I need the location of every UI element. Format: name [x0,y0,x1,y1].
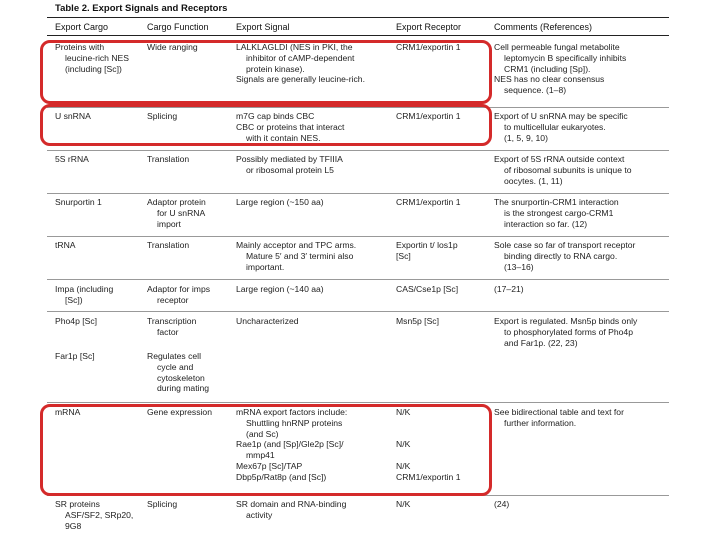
row-divider [47,311,669,312]
cell-line: leucine-rich NES [65,52,129,63]
cell-line: interaction so far. (12) [504,218,588,229]
header-cargo-function: Cargo Function [147,22,209,32]
signal-cell [236,111,344,143]
table-title: Table 2. Export Signals and Receptors [55,3,228,14]
cell-line: Far1p [Sc] [55,351,95,361]
cell-line: binding directly to RNA cargo. [504,250,618,261]
cell-line: Msn5p [Sc] [396,316,439,326]
cell-line: (24) [494,499,510,509]
cell-line: Shuttling hnRNP proteins [246,417,343,428]
cell-line: further information. [504,417,577,428]
cell-line: 5S rRNA [55,154,89,164]
cell-line: N/K [396,499,411,509]
cell-line: leptomycin B specifically inhibits [504,52,627,63]
row-divider [47,279,669,280]
comments-cell [494,240,635,272]
cell-line: (17–21) [494,284,524,294]
cell-line: Adaptor protein [147,197,206,207]
cell-line: CRM1/exportin 1 [396,42,461,52]
cell-line: (and Sc) [246,428,279,439]
signal-cell [236,197,324,208]
function-cell [147,407,212,418]
cell-line: Cell permeable fungal metabolite [494,42,620,52]
comments-cell [494,154,632,186]
cell-line: Exportin t/ los1p [396,240,458,250]
signal-cell [236,499,346,521]
cell-line: Translation [147,240,190,250]
cell-line [396,450,460,461]
cell-line: CRM1/exportin 1 [396,471,461,482]
cell-line: Export is regulated. Msn5p binds only [494,316,638,326]
row-divider [47,107,669,108]
cell-line: CAS/Cse1p [Sc] [396,284,459,294]
cell-line: Regulates cell [147,351,201,361]
receptor-cell [396,197,460,208]
cell-line: Snurportin 1 [55,197,102,207]
comments-cell [494,284,524,295]
header-comments: Comments (References) [494,22,593,32]
cell-line: SR proteins [55,499,100,509]
cell-line: cycle and [157,361,194,372]
cell-line: is the strongest cargo-CRM1 [504,207,614,218]
cell-line: sequence. (1–8) [504,85,567,96]
cell-line: U snRNA [55,111,91,121]
cell-line: during mating [157,383,210,394]
receptor-cell [396,111,460,122]
cell-line: mRNA export factors include: [236,407,348,417]
cell-line: important. [246,261,285,272]
cell-line: (1, 5, 9, 10) [504,132,548,143]
comments-cell [494,111,628,143]
cell-line: Dbp5p/Rat8p (and [Sc]) [236,471,327,482]
cell-line: Large region (~150 aa) [236,197,324,207]
cargo-cell [55,407,80,418]
receptor-cell [396,240,458,262]
cell-line: Export of 5S rRNA outside context [494,154,625,164]
cell-line: receptor [157,294,189,305]
cargo-cell [55,42,129,74]
function-cell [147,240,189,251]
cell-line: to phosphorylated forms of Pho4p [504,326,633,337]
cell-line: Uncharacterized [236,316,299,326]
comments-cell [494,407,624,429]
cell-line: NES has no clear consensus [494,74,605,85]
header-rule [47,35,669,36]
function-cell [147,316,196,338]
cell-line: protein kinase). [246,63,305,74]
function-cell [147,111,177,122]
cell-line: mmp41 [246,450,275,461]
cargo-cell [55,284,113,306]
row-divider [47,150,669,151]
cell-line: Mainly acceptor and TPC arms. [236,240,357,250]
cell-line: See bidirectional table and text for [494,407,624,417]
cell-line: Mature 5′ and 3′ termini also [246,250,354,261]
cell-line: inhibitor of cAMP-dependent [246,52,355,63]
cell-line: The snurportin-CRM1 interaction [494,197,619,207]
function-cell [147,351,209,394]
cargo-cell [55,154,89,165]
cell-line [396,418,460,429]
cell-line: Sole case so far of transport receptor [494,240,636,250]
row-divider [47,402,669,403]
receptor-cell [396,499,410,510]
comments-cell [494,316,637,348]
cell-line: Transcription [147,316,197,326]
cell-line: Proteins with [55,42,105,52]
cell-line: Splicing [147,111,178,121]
function-cell [147,42,198,53]
cell-line: [Sc]) [65,294,83,305]
cell-line: Large region (~140 aa) [236,284,324,294]
row-divider [47,193,669,194]
cargo-cell [55,316,97,327]
cell-line: or ribosomal protein L5 [246,164,334,175]
row-divider [47,236,669,237]
cell-line: [Sc] [396,250,411,261]
cell-line: Wide ranging [147,42,198,52]
cell-line: CBC or proteins that interact [236,121,345,132]
cell-line: Gene expression [147,407,212,417]
receptor-cell [396,284,458,295]
cell-line: cytoskeleton [157,372,205,383]
cell-line: Adaptor for imps [147,284,211,294]
row-divider [47,495,669,496]
signal-cell [236,407,347,483]
cell-line: factor [157,326,179,337]
comments-cell [494,197,619,229]
receptor-cell [396,407,460,483]
function-cell [147,154,189,165]
header-export-cargo: Export Cargo [55,22,109,32]
cell-line: ASF/SF2, SRp20, [65,509,134,520]
signal-cell [236,240,356,272]
cell-line: LALKLAGLDI (NES in PKI, the [236,42,353,52]
cargo-cell [55,240,76,251]
cell-line: Pho4p [Sc] [55,316,98,326]
cell-line: Mex67p [Sc]/TAP [236,460,303,471]
cell-line: activity [246,509,273,520]
cell-line: Splicing [147,499,178,509]
cell-line: Impa (including [55,284,114,294]
cell-line: (including [Sc]) [65,63,122,74]
signal-cell [236,42,365,85]
cell-line: 9G8 [65,520,82,531]
cell-line: of ribosomal subunits is unique to [504,164,632,175]
function-cell [147,284,210,306]
header-export-signal: Export Signal [236,22,290,32]
cell-line: oocytes. (1, 11) [504,175,563,186]
cell-line: Translation [147,154,190,164]
title-rule [47,17,669,18]
cargo-cell [55,111,91,122]
cell-line: for U snRNA [157,207,206,218]
cell-line: CRM1/exportin 1 [396,197,461,207]
cell-line: SR domain and RNA-binding [236,499,347,509]
cell-line: CRM1/exportin 1 [396,111,461,121]
cell-line: with it contain NES. [246,132,321,143]
header-export-receptor: Export Receptor [396,22,462,32]
cargo-cell [55,351,95,362]
signal-cell [236,316,299,327]
function-cell [147,499,177,510]
cell-line: Rae1p (and [Sp]/Gle2p [Sc]/ [236,439,344,450]
cell-line: CRM1 (including [Sp]). [504,63,591,74]
cell-line: Signals are generally leucine-rich. [236,74,365,85]
cell-line: tRNA [55,240,76,250]
function-cell [147,197,206,229]
cell-line: to multicellular eukaryotes. [504,121,606,132]
cell-line: N/K [396,460,411,471]
cargo-cell [55,197,102,208]
cell-line: Possibly mediated by TFIIIA [236,154,343,164]
cell-line: N/K [396,439,411,450]
cell-line: mRNA [55,407,81,417]
cell-line [396,429,460,440]
signal-cell [236,284,324,295]
receptor-cell [396,316,439,327]
comments-cell [494,42,626,96]
cell-line: (13–16) [504,261,534,272]
signal-cell [236,154,343,176]
cell-line: import [157,218,181,229]
receptor-cell [396,42,460,53]
cell-line: N/K [396,407,411,417]
cell-line: and Far1p. (22, 23) [504,337,578,348]
cell-line: m7G cap binds CBC [236,111,315,121]
comments-cell [494,499,509,510]
cargo-cell [55,499,133,531]
cell-line: Export of U snRNA may be specific [494,111,628,121]
